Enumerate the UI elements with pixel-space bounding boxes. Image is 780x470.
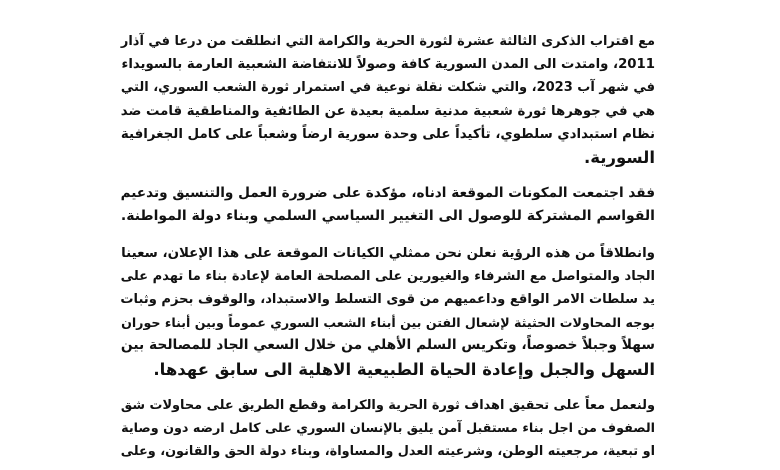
paragraph-anniversary (115, 30, 655, 169)
text-line: مع اقتراب الذكرى الثالثة عشرة لثورة الحرية والكرامة التي انطلقت من درعا في آذار (120, 34, 655, 49)
text-line: ولنعمل معاً على تحقيق اهداف ثورة الحرية والكرامة وقطع الطريق على محاولات شق (120, 397, 655, 413)
document-body (115, 30, 655, 470)
text-line: السهل والجبل وإعادة الحياة الطبيعية الاهلية الى سابق عهدها. (153, 359, 655, 379)
text-line: في شهر آب 2023، والتي شكلت نقلة نوعية في استمرار ثورة الشعب السوري، التي (120, 80, 655, 96)
text-line: نظام استبدادي سلطوي، تأكيداً على وحدة سورية ارضاً وشعباً على كامل الجغرافية (120, 126, 655, 142)
text-line: بوجه المحاولات الحثيثة لإشعال الفتن بين أبناء الشعب السوري عموماً وبين أبناء حوران (121, 315, 655, 331)
text-line: هي في جوهرها ثورة شعبية مدنية سلمية بعيدة عن الطائفية والمناطقية قامت ضد (120, 103, 655, 119)
text-line: السورية. (584, 148, 655, 168)
text-line: يد سلطات الامر الواقع وداعميهم من قوى التسلط والاستبداد، والوقوف بحزم وثبات (120, 292, 655, 308)
paragraph-declaration (115, 242, 655, 381)
text-line: الجاد والمتواصل مع الشرفاء والغيورين على المصلحة العامة لإعادة بناء ما تهدم على (120, 268, 655, 284)
text-line: الصفوف من اجل بناء مستقبل آمن يليق بالإنسان السوري على كامل ارضه دون وصاية (121, 421, 655, 437)
text-line: فقد اجتمعت المكونات الموقعة ادناه، مؤكدة على ضرورة العمل والتنسيق وتدعيم (120, 185, 655, 202)
text-line: وانطلاقاً من هذه الرؤية نعلن نحن ممثلي الكيانات الموقعة على هذا الإعلان، سعينا (121, 245, 655, 261)
text-line: القواسم المشتركة للوصول الى التغيير السياسي السلمي وبناء دولة المواطنة. (120, 208, 655, 225)
text-line: 2011، وامتدت الى المدن السورية كافة وصولاً للانتفاضة الشعبية العارمة بالسويداء (121, 57, 655, 73)
text-line: سهلاً وجبلاً خصوصاً، وتكريس السلم الأهلي من خلال السعي الجاد للمصالحة بين (120, 337, 655, 354)
paragraph-goals (115, 394, 655, 464)
text-line: او تبعية، مرجعيته الوطن، وشرعيته العدل والمساواة، وبناء دولة الحق والقانون، وعلى (120, 444, 655, 460)
paragraph-meeting (115, 182, 655, 228)
